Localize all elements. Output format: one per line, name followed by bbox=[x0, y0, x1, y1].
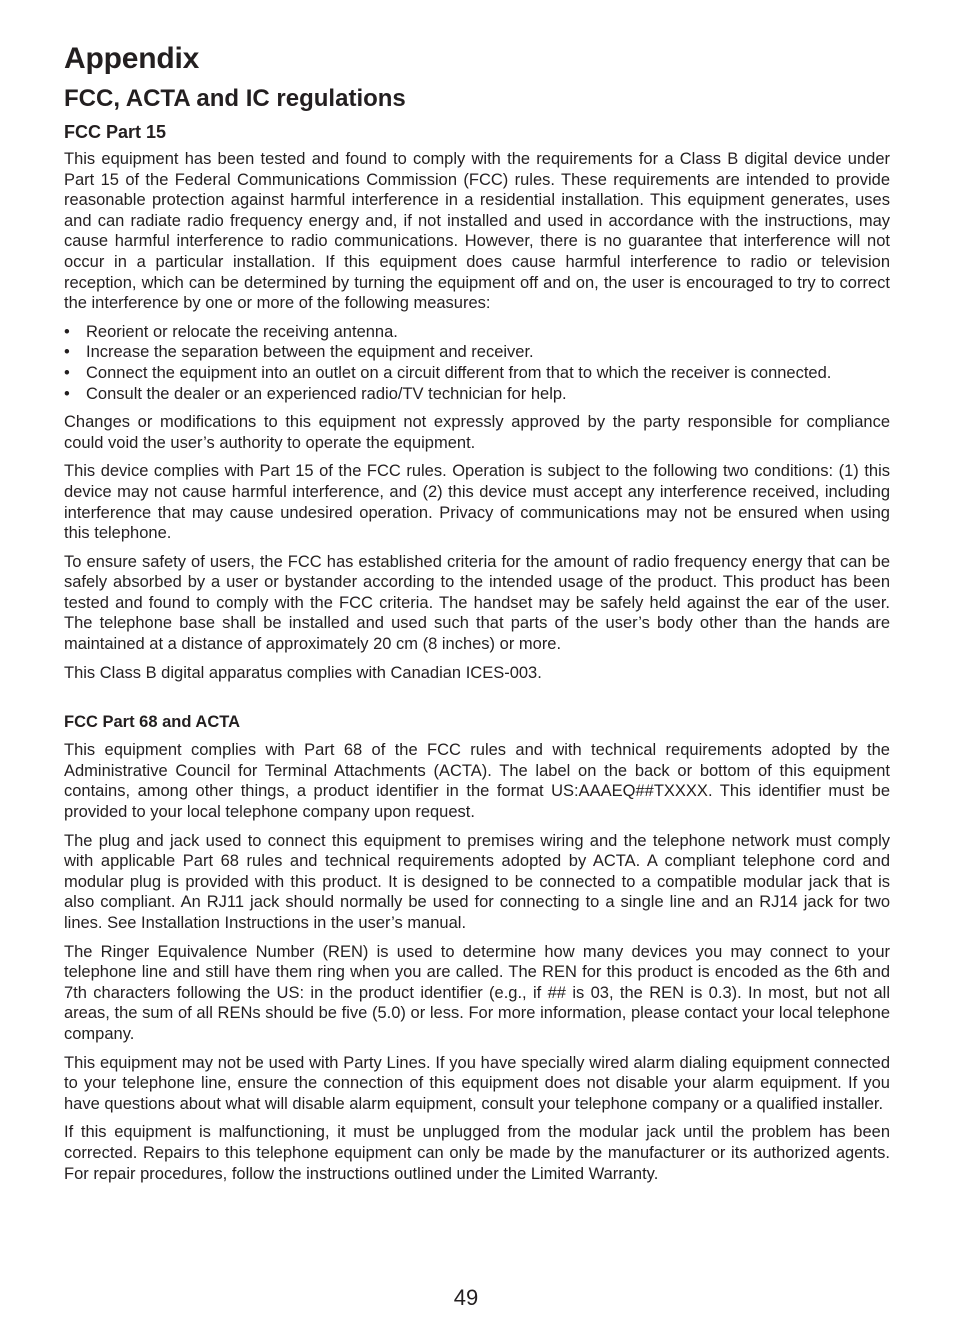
page-number: 49 bbox=[453, 1285, 479, 1310]
bullet-icon: • bbox=[64, 384, 70, 403]
bullet-icon: • bbox=[64, 322, 70, 341]
list-item bbox=[64, 342, 890, 363]
section-title: FCC, ACTA and IC regulations bbox=[64, 85, 406, 112]
ren-paragraph: The Ringer Equivalence Number (REN) is used to determine how many devices you may connect to your telephone line and still have them ring when you are called. The REN for this product is encoded as the 6th and 7th characters following the US: in the product identifier (e.g., if ## is 03, the REN is 0.3). In most, but not all areas, the sum of all RENs should be five (5.0) or less. For more information, please contact your local telephone company. bbox=[64, 942, 890, 1043]
fcc-part15-heading: FCC Part 15 bbox=[64, 122, 167, 142]
list-item-text: Consult the dealer or an experienced radio/TV technician for help. bbox=[86, 384, 567, 403]
fcc-part68-heading: FCC Part 68 and ACTA bbox=[64, 713, 241, 732]
list-item bbox=[64, 322, 890, 343]
list-item-text: Connect the equipment into an outlet on a circuit different from that to which the receiver is connected. bbox=[86, 363, 832, 382]
bullet-icon: • bbox=[64, 343, 70, 362]
plug-jack-paragraph: The plug and jack used to connect this equipment to premises wiring and the telephone network must comply with applicable Part 68 rules and technical requirements adopted by ACTA. A compliant telephone cord and modular plug is provided with this product. It is designed to be connected to a compatible modular jack that is also compliant. An RJ11 jack should normally be used for connecting to a single line and an RJ14 jack for two lines. See Installation Instructions in the user’s manual. bbox=[64, 831, 890, 932]
part68-compliance-paragraph: This equipment complies with Part 68 of the FCC rules and with technical requirements adopted by the Administrative Council for Terminal Attachments (ACTA). The label on the back or bottom of this equipment contains, among other things, a product identifier in the format US:AAAEQ##TXXXX. This identifier must be provided to your local telephone company upon request. bbox=[64, 741, 890, 822]
ices-paragraph: This Class B digital apparatus complies with Canadian ICES-003. bbox=[64, 663, 542, 682]
document-page bbox=[64, 40, 890, 1184]
part15-compliance-paragraph: This device complies with Part 15 of the FCC rules. Operation is subject to the following two conditions: (1) this device may not cause harmful interference, and (2) this device must accept any interference received, including interference that may cause undesired operation. Privacy of communications may not be ensured when using this telephone. bbox=[64, 462, 890, 543]
measures-list bbox=[64, 322, 890, 404]
malfunction-paragraph: If this equipment is malfunctioning, it must be unplugged from the modular jack until the problem has been corrected. Repairs to this telephone equipment can only be made by the manufacturer or its authorized agents. For repair procedures, follow the instructions outlined under the Limited Warranty. bbox=[64, 1123, 890, 1183]
list-item bbox=[64, 384, 890, 405]
list-item-text: Reorient or relocate the receiving antenna. bbox=[86, 322, 398, 341]
rf-safety-paragraph: To ensure safety of users, the FCC has established criteria for the amount of radio frequency energy that can be safely absorbed by a user or bystander according to the intended usage of the product. This product has been tested and found to comply with the FCC criteria. The handset may be safely held against the ear of the user. The telephone base shall be installed and used such that parts of the user’s body other than the hands are maintained at a distance of approximately 20 cm (8 inches) or more. bbox=[64, 552, 890, 654]
list-item-text: Increase the separation between the equipment and receiver. bbox=[86, 343, 534, 362]
party-lines-paragraph: This equipment may not be used with Party Lines. If you have specially wired alarm dialing equipment connected to your telephone line, ensure the connection of this equipment does not disable your alarm equipment. If you have questions about what will disable alarm equipment, consult your telephone company or a qualified installer. bbox=[64, 1053, 890, 1113]
changes-paragraph: Changes or modifications to this equipment not expressly approved by the party responsible for compliance could void the user’s authority to operate the equipment. bbox=[64, 413, 890, 452]
list-item bbox=[64, 363, 890, 384]
bullet-icon: • bbox=[64, 363, 70, 382]
page-title: Appendix bbox=[64, 42, 200, 75]
fcc-part15-intro: This equipment has been tested and found to comply with the requirements for a Class B digital device under Part 15 of the Federal Communications Commission (FCC) rules. These requirements are intended to provide reasonable protection against harmful interference in a residential installation. This equipment generates, uses and can radiate radio frequency energy and, if not installed and used in accordance with the instructions, may cause harmful interference to radio communications. However, there is no guarantee that interference will not occur in a particular installation. If this equipment does cause harmful interference to radio or television reception, which can be determined by turning the equipment off and on, the user is encouraged to try to correct the interference by one or more of the following measures: bbox=[64, 150, 890, 313]
